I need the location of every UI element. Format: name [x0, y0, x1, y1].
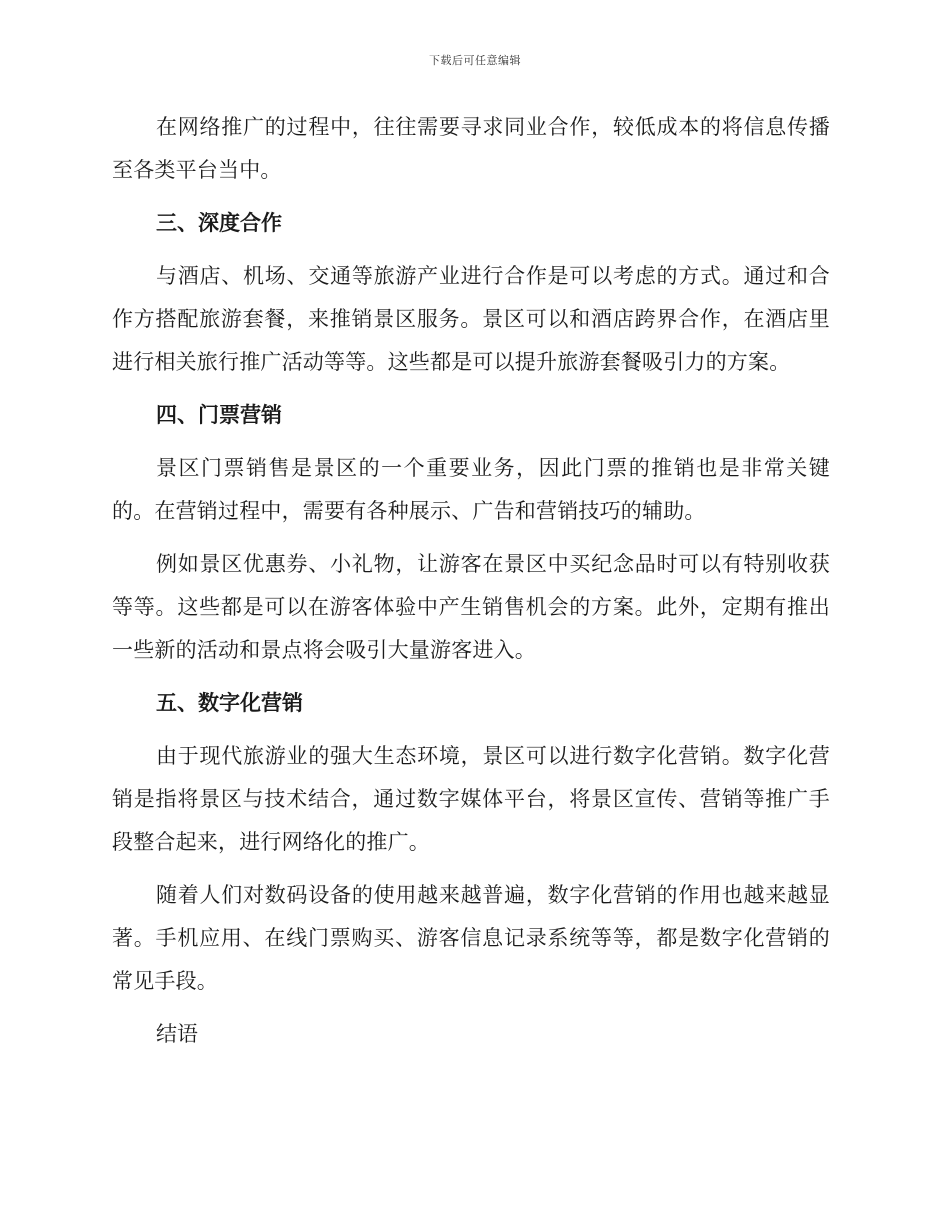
paragraph-deep-cooperation: 与酒店、机场、交通等旅游产业进行合作是可以考虑的方式。通过和合作方搭配旅游套餐，来推销景区服务。景区可以和酒店跨界合作，在酒店里进行相关旅行推广活动等等。这些都是可以提升旅游套餐吸引力的方案。 [112, 264, 830, 374]
paragraph-ticket-sales: 景区门票销售是景区的一个重要业务，因此门票的推销也是非常关键的。在营销过程中，需要有各种展示、广告和营销技巧的辅助。 [112, 456, 830, 523]
document-body [112, 106, 830, 1056]
paragraph-ticket-examples: 例如景区优惠券、小礼物，让游客在景区中买纪念品时可以有特别收获等等。这些都是可以在游客体验中产生销售机会的方案。此外，定期有推出一些新的活动和景点将会吸引大量游客进入。 [112, 552, 830, 662]
paragraph-intro: 在网络推广的过程中，往往需要寻求同业合作，较低成本的将信息传播至各类平台当中。 [112, 115, 830, 182]
section-heading-ticket-marketing: 四、门票营销 [156, 403, 282, 427]
page-header: 下载后可任意编辑 [429, 54, 521, 67]
paragraph-digital-definition: 由于现代旅游业的强大生态环境，景区可以进行数字化营销。数字化营销是指将景区与技术结合，通过数字媒体平台，将景区宣传、营销等推广手段整合起来，进行网络化的推广。 [112, 744, 830, 854]
section-heading-deep-cooperation: 三、深度合作 [156, 211, 282, 235]
closing-heading: 结语 [156, 1022, 198, 1046]
section-heading-digital-marketing: 五、数字化营销 [156, 691, 303, 715]
paragraph-digital-means: 随着人们对数码设备的使用越来越普遍，数字化营销的作用也越来越显著。手机应用、在线门票购买、游客信息记录系统等等，都是数字化营销的常见手段。 [112, 883, 830, 993]
